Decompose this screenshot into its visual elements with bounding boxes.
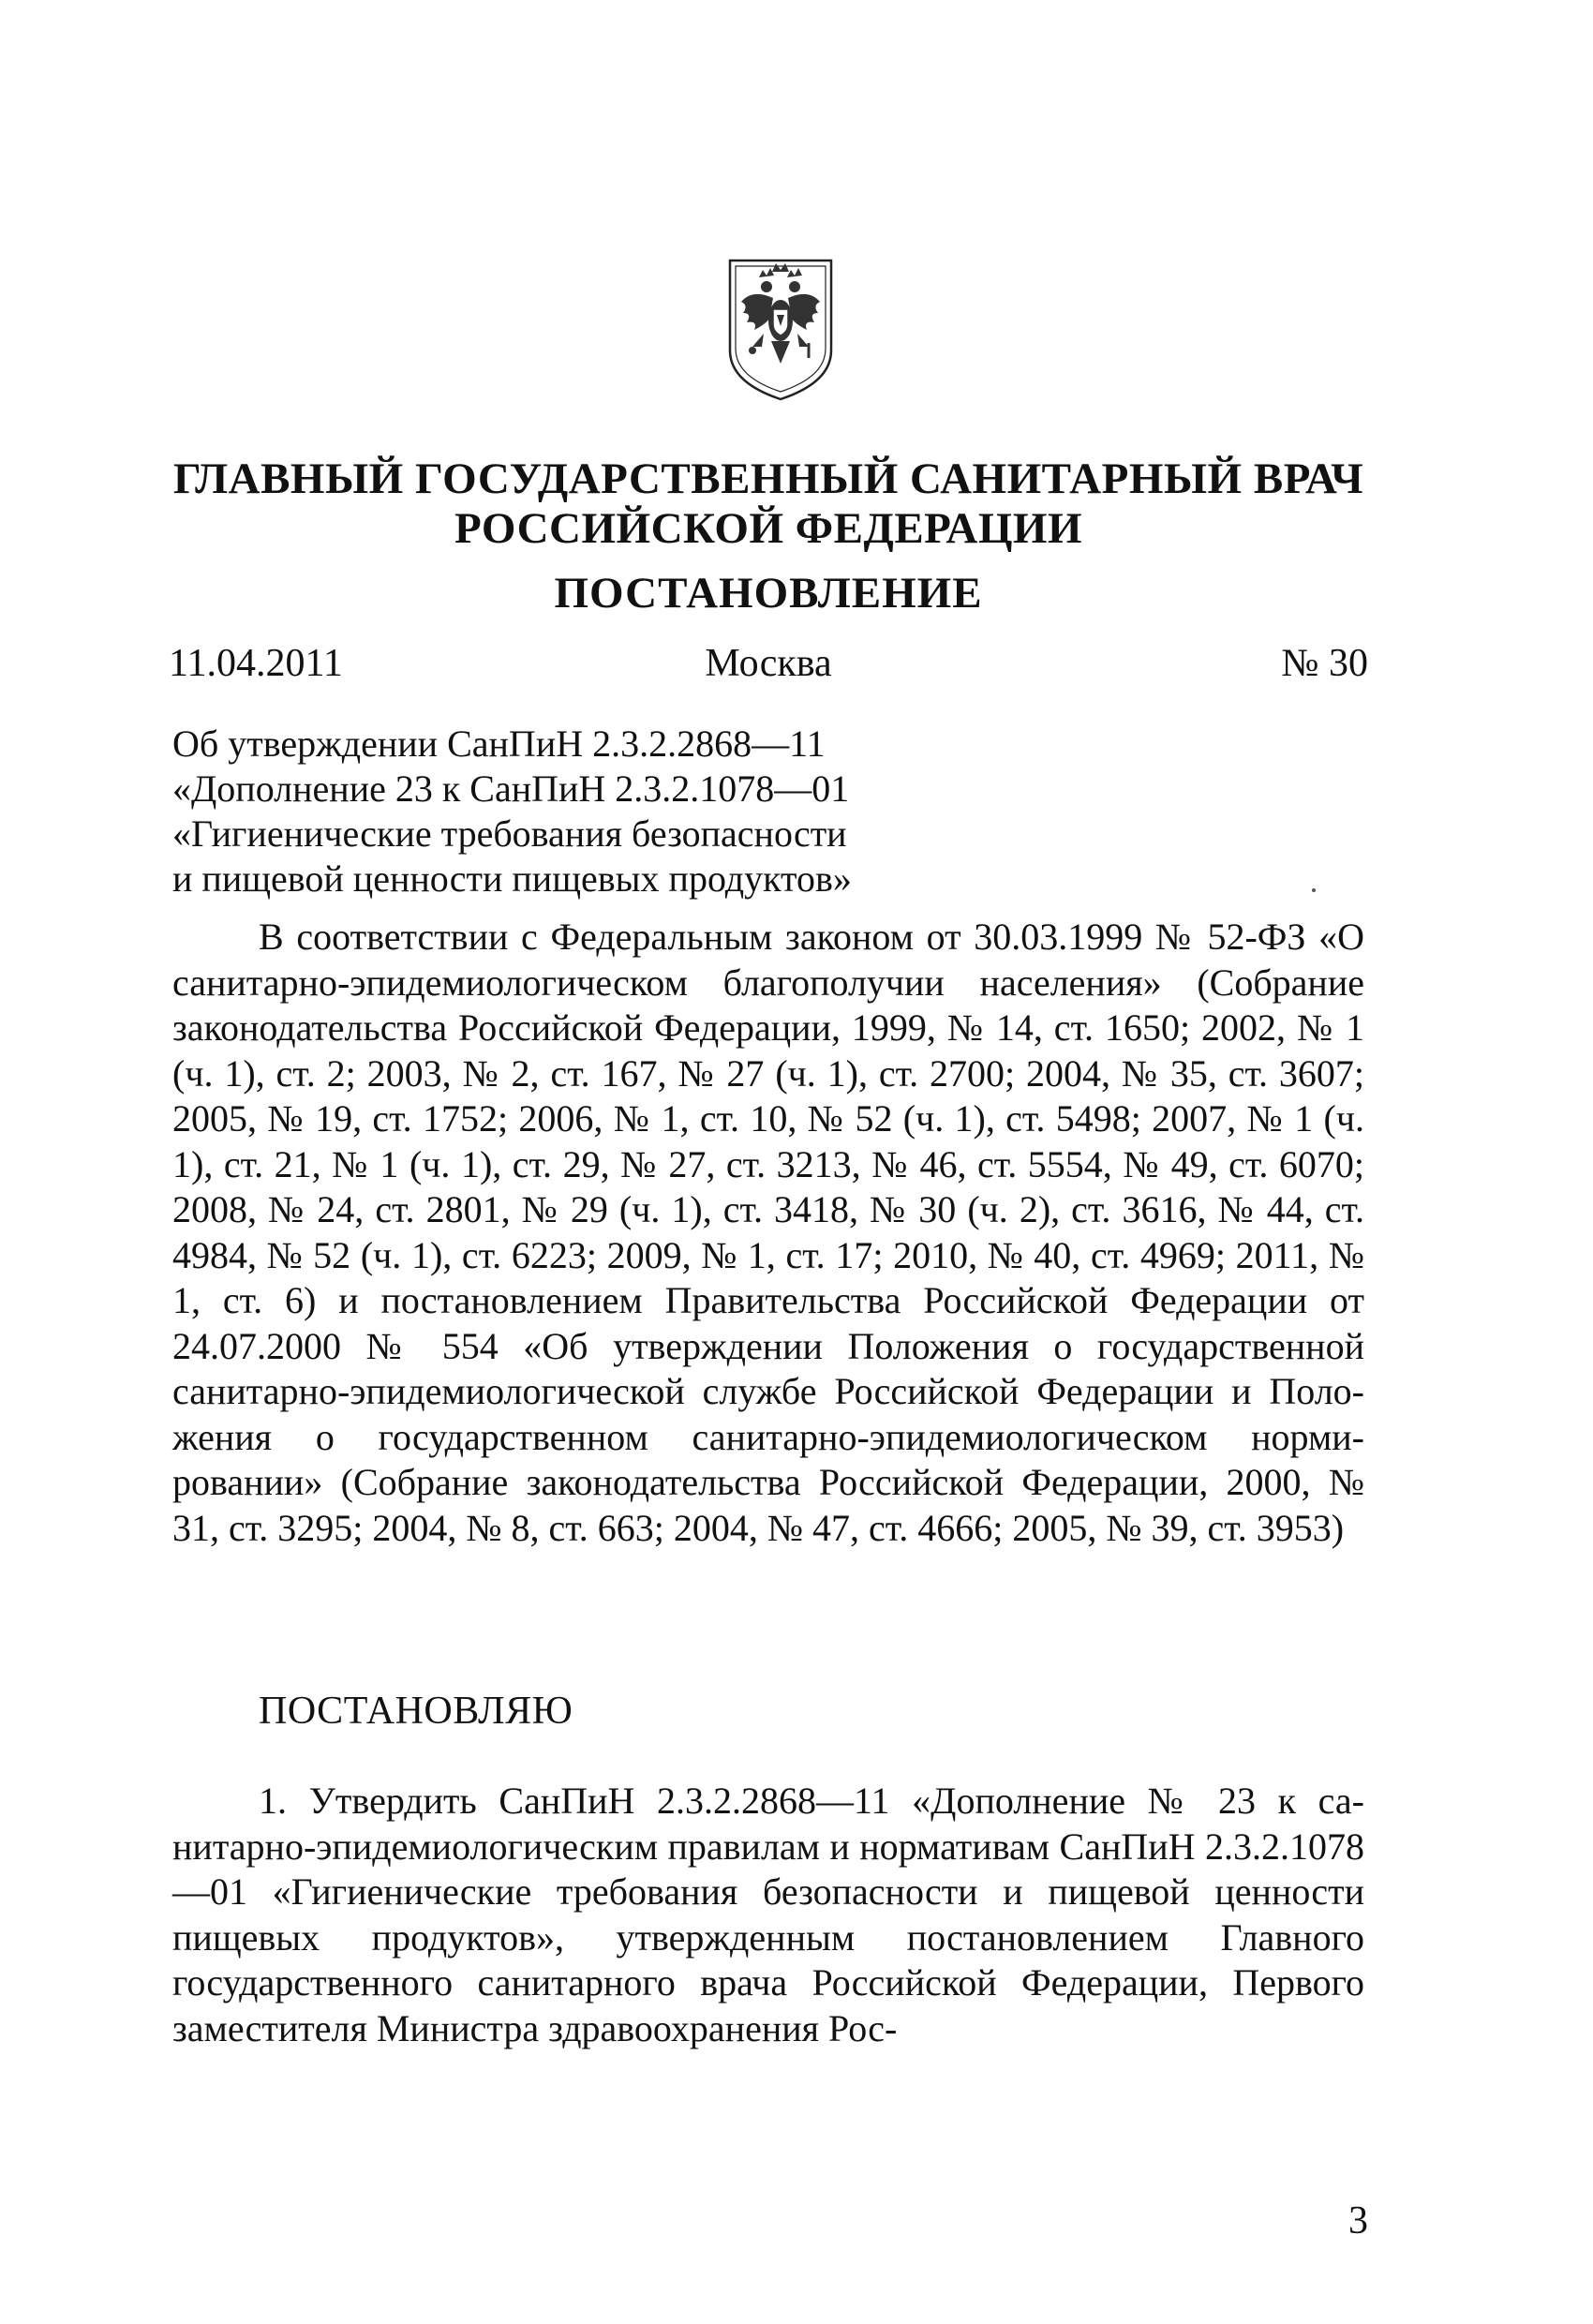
preamble-section bbox=[172, 915, 1364, 1551]
document-type: ПОСТАНОВЛЕНИЕ bbox=[554, 569, 983, 618]
subject-line: Об утверждении СанПиН 2.3.2.2868—11 bbox=[172, 723, 826, 765]
resolve-heading: ПОСТАНОВЛЯЮ bbox=[259, 1690, 573, 1733]
subject-line: «Дополнение 23 к СанПиН 2.3.2.1078—01 bbox=[172, 767, 850, 810]
coat-of-arms-icon bbox=[715, 253, 846, 403]
document-number: № 30 bbox=[1281, 642, 1368, 685]
item-1-paragraph: 1. Утвердить СанПиН 2.3.2.2868—11 «Дополнение № 23 к санитарно-эпидемиологическим правилам и нормативам СанПиН 2.3.2.1078—01 «Гигиенические требования безопасности и пищевой ценности пищевых продуктов», утвержденным постановлением Главного государственного санитарного врача Российской Федерации, Первого заместителя Министра здравоохранения Рос- bbox=[172, 1780, 1364, 2049]
document-date: 11.04.2011 bbox=[169, 642, 343, 685]
subject-line: «Гигиенические требования безопасности bbox=[172, 812, 847, 855]
preamble-paragraph: В соответствии с Федеральным законом от 30.03.1999 № 52-ФЗ «О санитарно-эпидемиологическом благополучии населения» (Собрание законодательства Российской Федерации, 1999, № 14, ст. 1650; 2002, № 1 (ч. 1), ст. 2; 2003, № 2, ст. 167, № 27 (ч. 1), ст. 2700; 2004, № 35, ст. 3607; 2005, № 19, ст. 1752; 2006, № 1, ст. 10, № 52 (ч. 1), ст. 5498; 2007, № 1 (ч. 1), ст. 21, № 1 (ч. 1), ст. 29, № 27, ст. 3213, № 46, ст. 5554, № 49, ст. 6070; 2008, № 24, ст. 2801, № 29 (ч. 1), ст. 3418, № 30 (ч. 2), ст. 3616, № 44, ст. 4984, № 52 (ч. 1), ст. 6223; 2009, № 1, ст. 17; 2010, № 40, ст. 4969; 2011, № 1, ст. 6) и постановлением Правительства Российской Федерации от 24.07.2000 № 554 «Об утверждении Положения о государственной санитарно-эпидемиологической службе Российской Федерации и Положения о государственном санитарно-эпидемиологическом нормировании» (Собрание законодательства Российской Федерации, 2000, № 31, ст. 3295; 2004, № 8, ст. 663; 2004, № 47, ст. 4666; 2005, № 39, ст. 3953) bbox=[172, 916, 1364, 1549]
scan-artifact-dot bbox=[1312, 888, 1316, 892]
document-city: Москва bbox=[705, 642, 832, 685]
document-subject bbox=[172, 722, 941, 901]
document-meta bbox=[169, 637, 1368, 690]
page-number: 3 bbox=[1348, 2199, 1368, 2242]
subject-line: и пищевой ценности пищевых продуктов» bbox=[172, 857, 852, 900]
authority-title-line1: ГЛАВНЫЙ ГОСУДАРСТВЕННЫЙ САНИТАРНЫЙ ВРАЧ bbox=[172, 454, 1364, 503]
item-section bbox=[172, 1779, 1364, 2051]
authority-title-line2: РОССИЙСКОЙ ФЕДЕРАЦИИ bbox=[454, 504, 1082, 553]
